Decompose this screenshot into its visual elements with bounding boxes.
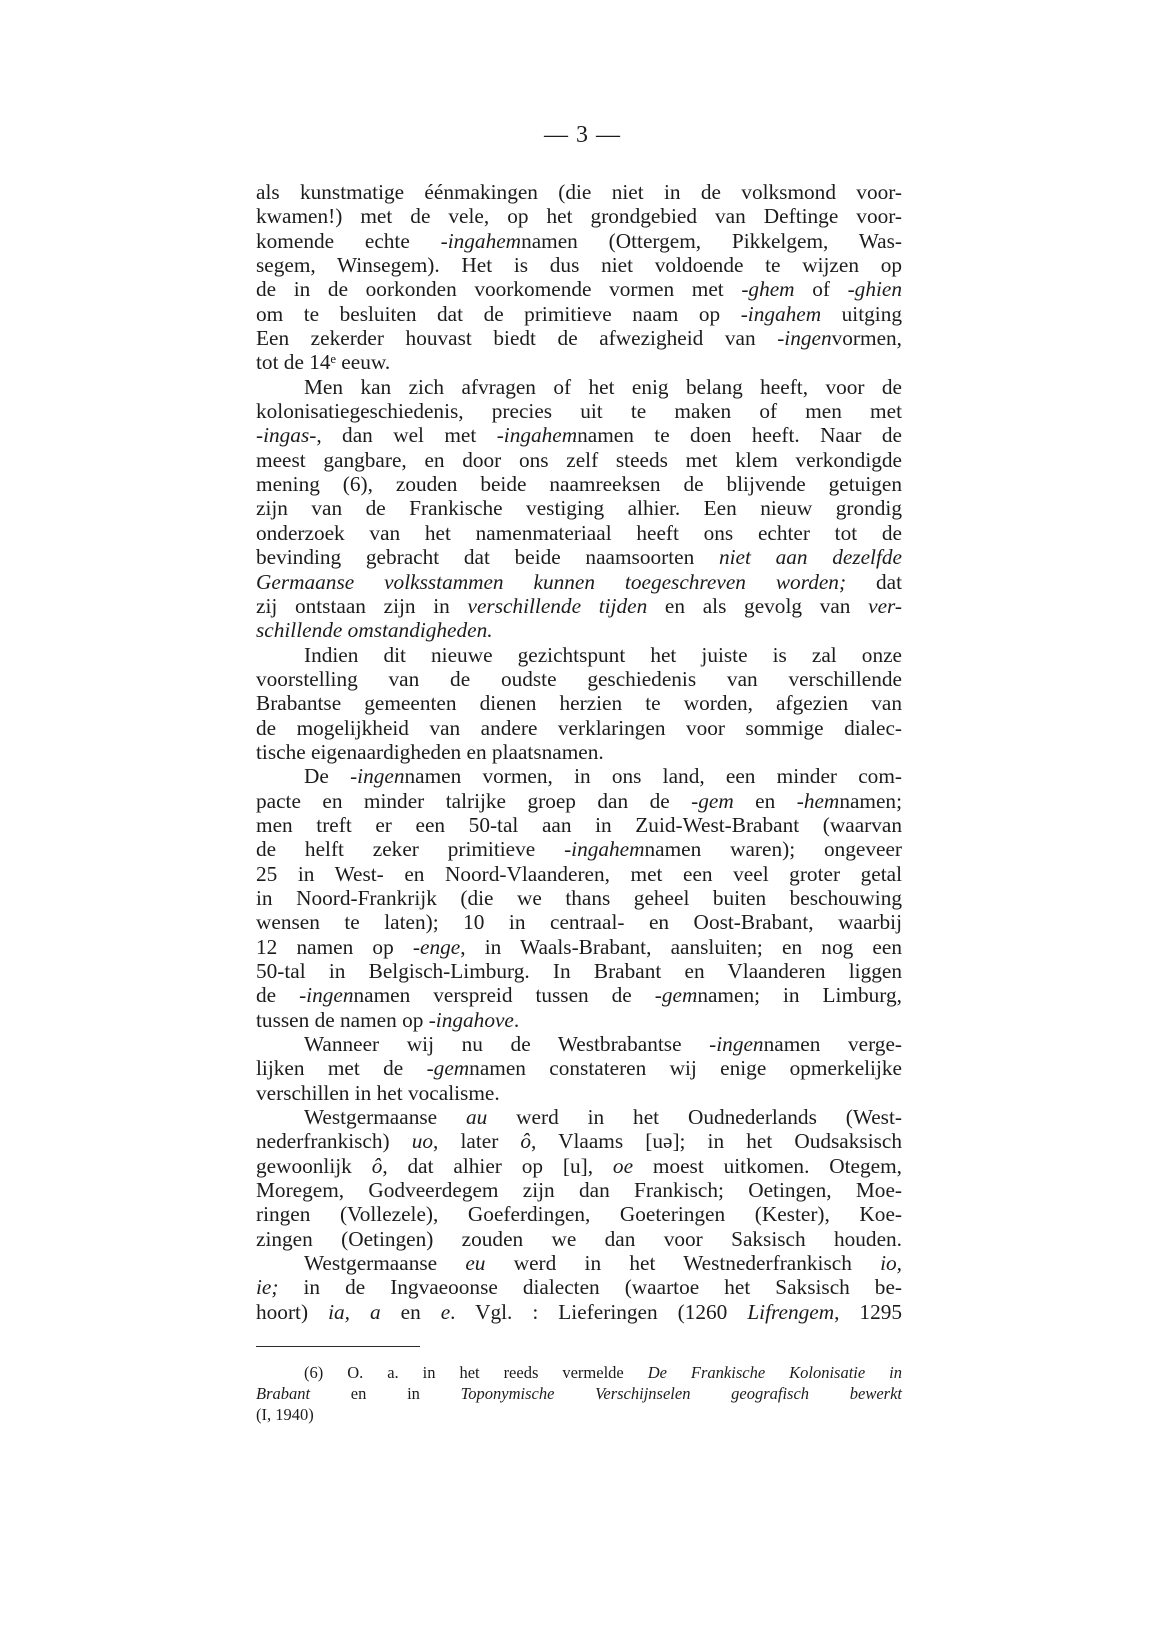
paragraph-4-line xyxy=(256,837,902,861)
paragraph-7-line xyxy=(256,1251,902,1275)
italic-run: -ingen xyxy=(777,326,832,351)
text-run: namen waren); ongeveer xyxy=(644,837,902,862)
paragraph-2-line: mening (6), zouden beide naamreeksen de blijvende getuigen xyxy=(256,472,902,497)
italic-run: -ingen xyxy=(350,764,405,789)
text-run: moest uitkomen. Otegem, xyxy=(633,1153,902,1178)
paragraph-4-line: in Noord-Frankrijk (die we thans geheel buiten beschouwing xyxy=(256,885,902,910)
text-run: namen verspreid tussen de xyxy=(353,983,655,1008)
text-run: De xyxy=(304,764,351,789)
text-run: namen; xyxy=(839,788,902,813)
italic-run: ô xyxy=(520,1129,532,1154)
text-run: namen verge- xyxy=(763,1032,902,1057)
italic-run: -ingas- xyxy=(256,423,317,448)
paragraph-4-line xyxy=(256,1008,902,1032)
text-run: de in de oorkonden voorkomende vormen met xyxy=(256,277,742,302)
paragraph-2-line xyxy=(256,545,902,569)
text-run: , later xyxy=(433,1129,521,1154)
italic-run: -ghien xyxy=(847,277,902,302)
italic-run: De Frankische Kolonisatie in xyxy=(647,1363,902,1382)
text-run: namen (Ottergem, Pikkelgem, Was- xyxy=(521,228,902,253)
footnote-separator xyxy=(256,1346,420,1347)
page-number: — 3 — xyxy=(544,122,621,148)
text-run: en xyxy=(733,788,797,813)
text-run: (6) O. a. in het reeds vermelde xyxy=(304,1363,648,1382)
footnote-line: (I, 1940) xyxy=(256,1405,314,1424)
italic-run: -ingahem xyxy=(564,837,645,862)
italic-run: ie; xyxy=(256,1275,279,1300)
text-run: Een zekerder houvast biedt de afwezigheid van xyxy=(256,326,778,351)
footnote xyxy=(256,1362,902,1425)
text-run: de helft zeker primitieve xyxy=(256,837,565,862)
paragraph-2-line: meest gangbare, en door ons zelf steeds met klem verkondigde xyxy=(256,447,902,472)
paragraph-2-line: Men kan zich afvragen of het enig belang heeft, voor de xyxy=(304,374,902,399)
paragraph-4-line: wensen te laten); 10 in centraal- en Oost-Brabant, waarbij xyxy=(256,910,902,935)
text-run: werd in het Oudnederlands (West- xyxy=(487,1105,902,1130)
text-run: hoort) xyxy=(256,1299,329,1324)
italic-run: ia, a xyxy=(328,1299,381,1324)
paragraph-4-line xyxy=(256,789,902,813)
italic-run: niet aan dezelfde xyxy=(718,545,902,570)
footnote-line xyxy=(256,1383,902,1404)
italic-run: -gem xyxy=(691,788,734,813)
text-run: in de Ingvaeoonse dialecten (waartoe het Saksisch be- xyxy=(278,1275,902,1300)
text-run: . xyxy=(513,1007,520,1032)
italic-run: schillende omstandigheden. xyxy=(256,618,493,643)
italic-run: -ingahem xyxy=(440,228,522,253)
text-run: uitging xyxy=(821,301,902,326)
paragraph-2-line xyxy=(256,570,902,594)
text-run: , Vlaams [uə]; in het Oudsaksisch xyxy=(531,1129,902,1154)
text-run: namen constateren wij enige opmerkelijke xyxy=(469,1056,902,1081)
italic-run: Toponymische Verschijnselen geografisch bewerkt xyxy=(460,1384,902,1403)
paragraph-1-line xyxy=(256,229,902,253)
paragraph-6-line xyxy=(256,1129,902,1153)
paragraph-6-line: Moregem, Godveerdegem zijn dan Frankisch; Oetingen, Moe- xyxy=(256,1178,902,1203)
text-run: . Vgl. : Lieferingen (1260 xyxy=(450,1299,748,1324)
text-run: bevinding gebracht dat beide naamsoorten xyxy=(256,545,719,570)
italic-run: -ghem xyxy=(741,277,795,302)
paragraph-7-line xyxy=(256,1300,902,1324)
paragraph-5-line xyxy=(256,1032,902,1056)
text-run: en in xyxy=(310,1384,461,1403)
italic-run: ver- xyxy=(868,593,902,618)
paragraph-3-line: Brabantse gemeenten dienen herzien te worden, afgezien van xyxy=(256,691,902,716)
italic-run: -ingahove xyxy=(428,1007,514,1032)
text-run: om te besluiten dat de primitieve naam op xyxy=(256,301,741,326)
text-run: en xyxy=(380,1299,441,1324)
paragraph-4-line: 50-tal in Belgisch-Limburg. In Brabant en Vlaanderen liggen xyxy=(256,959,902,983)
paragraph-3-line: Indien dit nieuwe gezichtspunt het juiste is zal onze xyxy=(304,642,902,667)
paragraph-5-line xyxy=(256,1056,902,1080)
paragraph-1-line: kwamen!) met de vele, op het grondgebied van Deftinge voor- xyxy=(256,204,902,229)
text-run: pacte en minder talrijke groep dan de xyxy=(256,788,692,813)
paragraph-3-line: voorstelling van de oudste geschiedenis van verschillende xyxy=(256,666,902,691)
text-run: dat xyxy=(846,569,902,594)
text-run: Wanneer wij nu de Westbrabantse xyxy=(304,1032,710,1057)
italic-run: -gem xyxy=(654,983,698,1008)
paragraph-2-line xyxy=(256,594,902,618)
paragraph-1-line xyxy=(256,326,902,350)
text-run: gewoonlijk xyxy=(256,1153,372,1178)
text-run: vormen, xyxy=(831,326,902,351)
italic-run: uo xyxy=(411,1129,434,1154)
paragraph-1-line xyxy=(256,302,902,326)
paragraph-1-line: segem, Winsegem). Het is dus niet voldoende te wijzen op xyxy=(256,253,902,278)
paragraph-4-line xyxy=(256,764,902,788)
italic-run: -ingen xyxy=(709,1032,764,1057)
italic-run: -ingen xyxy=(299,983,354,1008)
italic-run: e xyxy=(440,1299,451,1324)
italic-run: -hem xyxy=(796,788,840,813)
paragraph-5-line: verschillen in het vocalisme. xyxy=(256,1080,500,1105)
text-run: Westgermaanse xyxy=(304,1105,466,1130)
italic-run: io, xyxy=(880,1251,902,1276)
text-run: , dan wel met xyxy=(316,423,497,448)
text-run: de xyxy=(256,983,300,1008)
text-run: Westgermaanse xyxy=(304,1251,466,1276)
text-run: , in Waals-Brabant, aansluiten; en nog een xyxy=(460,934,902,959)
italic-run: -gem xyxy=(426,1056,470,1081)
italic-run: verschillende tijden xyxy=(467,593,648,618)
italic-run: eu xyxy=(465,1251,486,1276)
paragraph-2-line: zijn van de Frankische vestiging alhier. Een nieuw grondig xyxy=(256,496,902,521)
paragraph-4-line: 25 in West- en Noord-Vlaanderen, met een veel groter getal xyxy=(256,861,902,886)
text-run: en als gevolg van xyxy=(647,593,869,618)
text-run: of xyxy=(794,277,848,302)
text-run: , dat alhier op [u], xyxy=(382,1153,613,1178)
text-run: komende echte xyxy=(256,228,441,253)
paragraph-2-line: kolonisatiegeschiedenis, precies uit te maken of men met xyxy=(256,399,902,424)
body-text xyxy=(256,180,902,1324)
paragraph-6-line: zingen (Oetingen) zouden we dan voor Saksisch houden. xyxy=(256,1226,902,1251)
paragraph-4-line xyxy=(256,935,902,959)
italic-run: oe xyxy=(612,1153,634,1178)
italic-run: -enge xyxy=(412,934,461,959)
paragraph-6-line xyxy=(256,1154,902,1178)
italic-run: -ingahem xyxy=(496,423,578,448)
italic-run: Brabant xyxy=(256,1384,311,1403)
text-run: nederfrankisch) xyxy=(256,1129,412,1154)
text-run: namen te doen heeft. Naar de xyxy=(577,423,902,448)
text-run: zij ontstaan zijn in xyxy=(256,593,468,618)
text-run: tussen de namen op xyxy=(256,1007,429,1032)
text-run: namen; in Limburg, xyxy=(697,983,902,1008)
italic-run: Lifrengem xyxy=(747,1299,835,1324)
paragraph-7-line xyxy=(256,1275,902,1299)
italic-run: ô xyxy=(371,1153,383,1178)
paragraph-1-line: tot de 14ᵉ eeuw. xyxy=(256,350,391,375)
italic-run: au xyxy=(465,1105,488,1130)
paragraph-6-line: ringen (Vollezele), Goeferdingen, Goeteringen (Kester), Koe- xyxy=(256,1202,902,1227)
text-run: werd in het Westnederfrankisch xyxy=(485,1251,881,1276)
paragraph-3-line: tische eigenaardigheden en plaatsnamen. xyxy=(256,739,604,764)
paragraph-3-line: de mogelijkheid van andere verklaringen voor sommige dialec- xyxy=(256,715,902,740)
text-run: lijken met de xyxy=(256,1056,427,1081)
paragraph-2-line xyxy=(256,618,902,642)
italic-run: -ingahem xyxy=(740,301,822,326)
paragraph-4-line xyxy=(256,983,902,1007)
text-run: 12 namen op xyxy=(256,934,413,959)
italic-run: Germaanse volksstammen kunnen toegeschreven worden; xyxy=(256,569,847,594)
paragraph-2-line: onderzoek van het namenmateriaal heeft ons echter tot de xyxy=(256,520,902,545)
paragraph-6-line xyxy=(256,1105,902,1129)
paragraph-2-line xyxy=(256,423,902,447)
paragraph-1-line xyxy=(256,277,902,301)
footnote-line xyxy=(256,1362,902,1383)
text-run: namen vormen, in ons land, een minder com- xyxy=(404,764,902,789)
paragraph-1-line: als kunstmatige éénmakingen (die niet in de volksmond voor- xyxy=(256,180,902,204)
text-run: , 1295 xyxy=(834,1299,903,1324)
paragraph-4-line: men treft er een 50-tal aan in Zuid-West-Brabant (waarvan xyxy=(256,812,902,837)
